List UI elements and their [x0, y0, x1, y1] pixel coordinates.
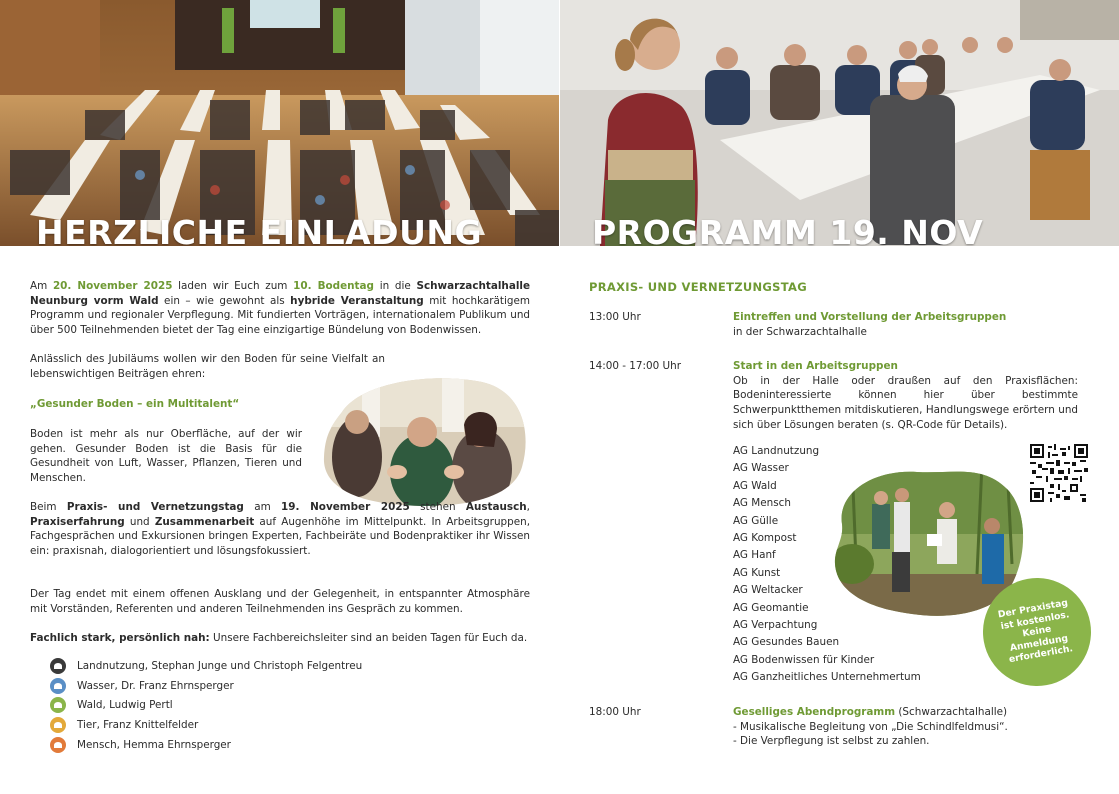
ag-item: AG Gülle	[733, 514, 779, 527]
fachbereich-intro: Fachlich stark, persönlich nah: Unsere Fachbereichsleiter sind an beiden Tagen für Euch da.	[30, 632, 528, 644]
ag-item: AG Ganzheitliches Unternehmertum	[733, 671, 921, 684]
schedule-text: Ob in der Halle oder draußen auf den Praxisflächen: Bodeninteressierte können hier über bestimmte Schwerpunktthemen mitdiskutieren, Handlungswege erörtern und sich über Lösungen beraten (s. QR-Code für Details).	[733, 374, 1078, 431]
contact-label: Tier, Franz Knittelfelder	[77, 719, 199, 732]
schedule-heading: Start in den Arbeitsgruppen	[733, 360, 898, 372]
contact-list	[50, 656, 450, 755]
schedule-heading-suffix: (Schwarzachtalhalle)	[895, 706, 1008, 718]
schedule-text: - Musikalische Begleitung von „Die Schindlfeldmusi“.	[733, 720, 1008, 733]
schedule-text: - Die Verpflegung ist selbst zu zahlen.	[733, 735, 930, 748]
ag-item: AG Kompost	[733, 531, 797, 544]
ag-item: AG Wasser	[733, 462, 789, 475]
contact-item	[50, 715, 450, 735]
qr-code[interactable]	[1030, 444, 1088, 502]
ag-item: AG Hanf	[733, 549, 776, 562]
contact-item	[50, 656, 450, 676]
hall-photo	[0, 0, 559, 246]
ag-item: AG Kunst	[733, 566, 781, 579]
free-entry-badge: Der Praxistag ist kostenlos. Keine Anmeldung erforderlich.	[974, 569, 1099, 694]
schedule-heading-line	[733, 705, 1078, 720]
contact-label: Wald, Ludwig Pertl	[77, 699, 173, 712]
wald-icon	[50, 697, 66, 713]
ag-item: AG Wald	[733, 479, 777, 492]
hero-title-right: PROGRAMM 19. NOV	[592, 213, 984, 246]
schedule-time: 14:00 - 17:00 Uhr	[589, 360, 682, 372]
contact-label: Wasser, Dr. Franz Ehrnsperger	[77, 679, 234, 692]
boden-paragraph: Boden ist mehr als nur Oberfläche, auf der wir gehen. Gesunder Boden ist die Basis für die Gesundheit von Luft, Wasser, Pflanzen, Tieren und Menschen.	[30, 428, 302, 485]
schedule-time: 18:00 Uhr	[589, 706, 641, 718]
ag-item: AG Verpachtung	[733, 618, 818, 631]
schedule-heading: Eintreffen und Vorstellung der Arbeitsgruppen	[733, 311, 1007, 323]
motto-heading: „Gesunder Boden – ein Multitalent“	[30, 398, 240, 410]
ag-item: AG Bodenwissen für Kinder	[733, 653, 875, 666]
contact-label: Landnutzung, Stephan Junge und Christoph Felgentreu	[77, 659, 363, 672]
schedule-description	[733, 705, 1078, 749]
tier-icon	[50, 717, 66, 733]
left-page	[0, 0, 559, 794]
contact-label: Mensch, Hemma Ehrnsperger	[77, 739, 231, 752]
ag-item: AG Weltacker	[733, 584, 803, 597]
schedule-text: in der Schwarzachtalhalle	[733, 325, 867, 338]
landnutzung-icon	[50, 658, 66, 674]
praxistag-paragraph: Beim Praxis- und Vernetzungstag am 19. November 2025 stehen Austausch, Praxiserfahrung und Zusammenarbeit auf Augenhöhe im Mittelpunkt. In Arbeitsgruppen, Fachgesprächen und Exkursionen bringen Experten, Fachbeiräte und Bodenpraktiker ihr Wissen ein: praxisnah, dialogorientiert und lösungsfokussiert.	[30, 501, 530, 558]
mensch-icon	[50, 737, 66, 753]
ag-item: AG Mensch	[733, 497, 791, 510]
schedule-time: 13:00 Uhr	[589, 311, 641, 323]
schedule-description	[733, 359, 1078, 433]
audience-photo	[322, 377, 528, 507]
schedule-heading: Geselliges Abendprogramm	[733, 706, 896, 718]
contact-item	[50, 676, 450, 696]
contact-item	[50, 735, 450, 755]
contact-item	[50, 696, 450, 716]
wasser-icon	[50, 678, 66, 694]
schedule-description	[733, 310, 1078, 339]
hero-title-left: HERZLICHE EINLADUNG	[36, 213, 483, 246]
ag-item: AG Geomantie	[733, 601, 809, 614]
ending-paragraph: Der Tag endet mit einem offenen Ausklang und der Gelegenheit, in entspannter Atmosphäre mit Vorständen, Referenten und anderen Teilnehmenden ins Gespräch zu kommen.	[30, 588, 530, 615]
meeting-photo	[560, 0, 1119, 246]
ag-item: AG Landnutzung	[733, 445, 820, 457]
ag-item: AG Gesundes Bauen	[733, 636, 840, 649]
right-page	[560, 0, 1119, 794]
intro-paragraph: Am 20. November 2025 laden wir Euch zum 10. Bodentag in die Schwarzachtalhalle Neunburg vorm Wald ein – wie gewohnt als hybride Veranstaltung mit hochkarätigem Programm und regionaler Verpflegung. Mit fundierten Vorträgen, internationalem Publikum und über 500 Teilnehmenden bietet der Tag eine einzigartige Bündelung von Bodenwissen.	[30, 280, 530, 337]
jubilaeum-paragraph: Anlässlich des Jubiläums wollen wir den Boden für seine Vielfalt an lebenswichtigen Beiträgen ehren:	[30, 353, 385, 380]
section-title: PRAXIS- UND VERNETZUNGSTAG	[589, 280, 807, 294]
